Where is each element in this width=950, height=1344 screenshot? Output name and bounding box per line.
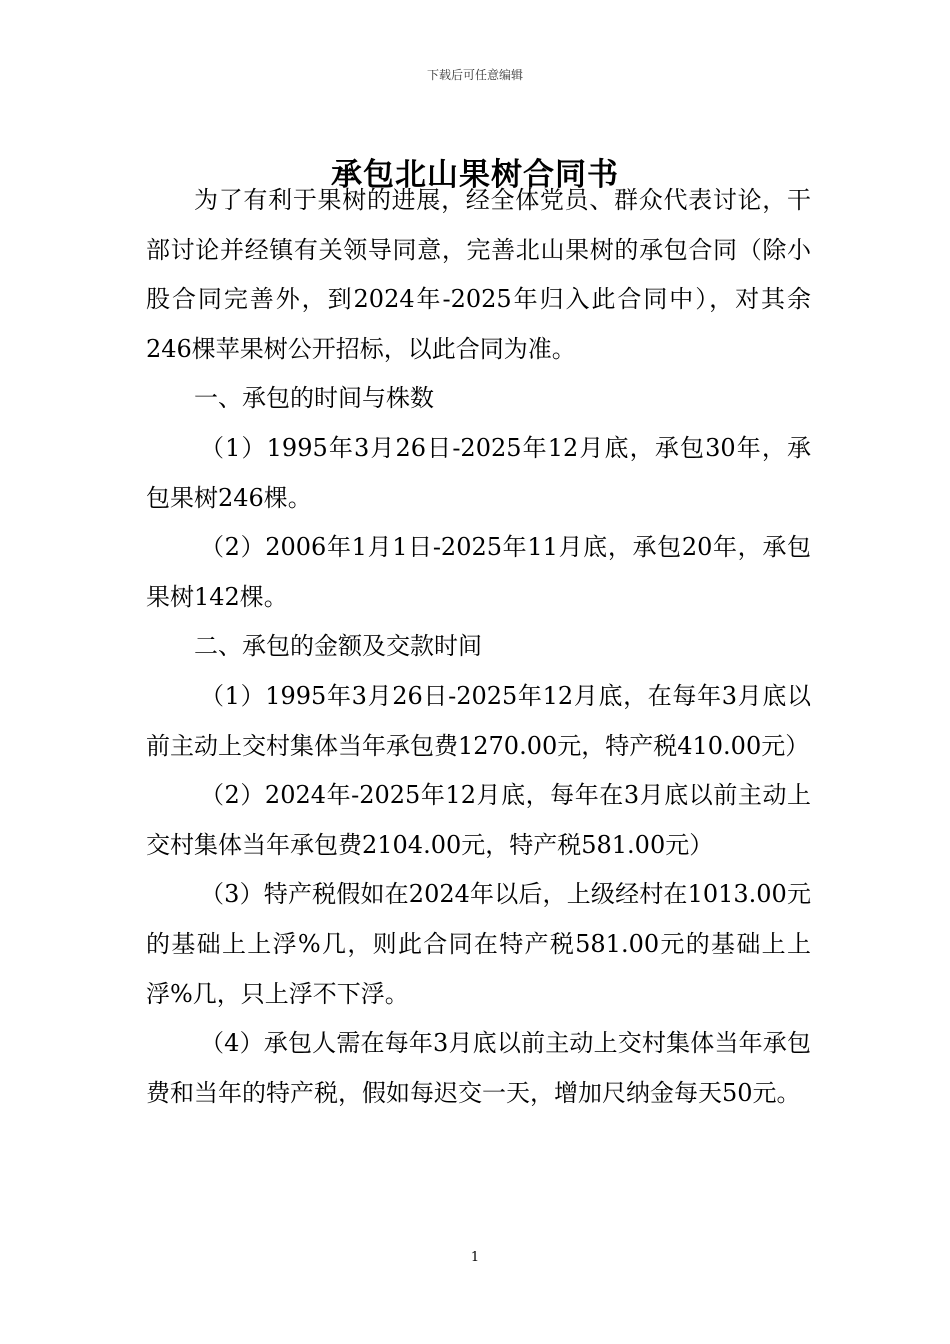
document-body [146,176,811,1118]
intro-paragraph: 为了有利于果树的进展，经全体党员、群众代表讨论，干部讨论并经镇有关领导同意，完善北山果树的承包合同（除小股合同完善外，到2024年-2025年归入此合同中），对其余246棵苹果树公开招标，以此合同为准。 [146,186,811,363]
payment-item-3: （3）特产税假如在2024年以后，上级经村在1013.00元的基础上上浮%几，则此合同在特产税581.00元的基础上上浮%几，只上浮不下浮。 [146,880,811,1008]
section-heading-term: 一、承包的时间与株数 [194,384,434,413]
header-note: 下载后可任意编辑 [426,68,523,82]
payment-item-1: （1）1995年3月26日-2025年12月底，在每年3月底以前主动上交村集体当年承包费1270.00元，特产税410.00元） [146,681,811,760]
page-number: 1 [470,1250,480,1265]
payment-item-2: （2）2024年-2025年12月底，每年在3月底以前主动上交村集体当年承包费2104.00元，特产税581.00元） [146,781,811,859]
section-heading-payment: 二、承包的金额及交款时间 [194,632,482,661]
document-title: 承包北山果树合同书 [331,156,619,193]
term-item-1: （1）1995年3月26日-2025年12月底，承包30年，承包果树246棵。 [146,433,811,512]
term-item-2: （2）2006年1月1日-2025年11月底，承包20年，承包果树142棵。 [146,533,811,611]
payment-item-4: （4）承包人需在每年3月底以前主动上交村集体当年承包费和当年的特产税，假如每迟交一天，增加尺纳金每天50元。 [146,1029,811,1107]
